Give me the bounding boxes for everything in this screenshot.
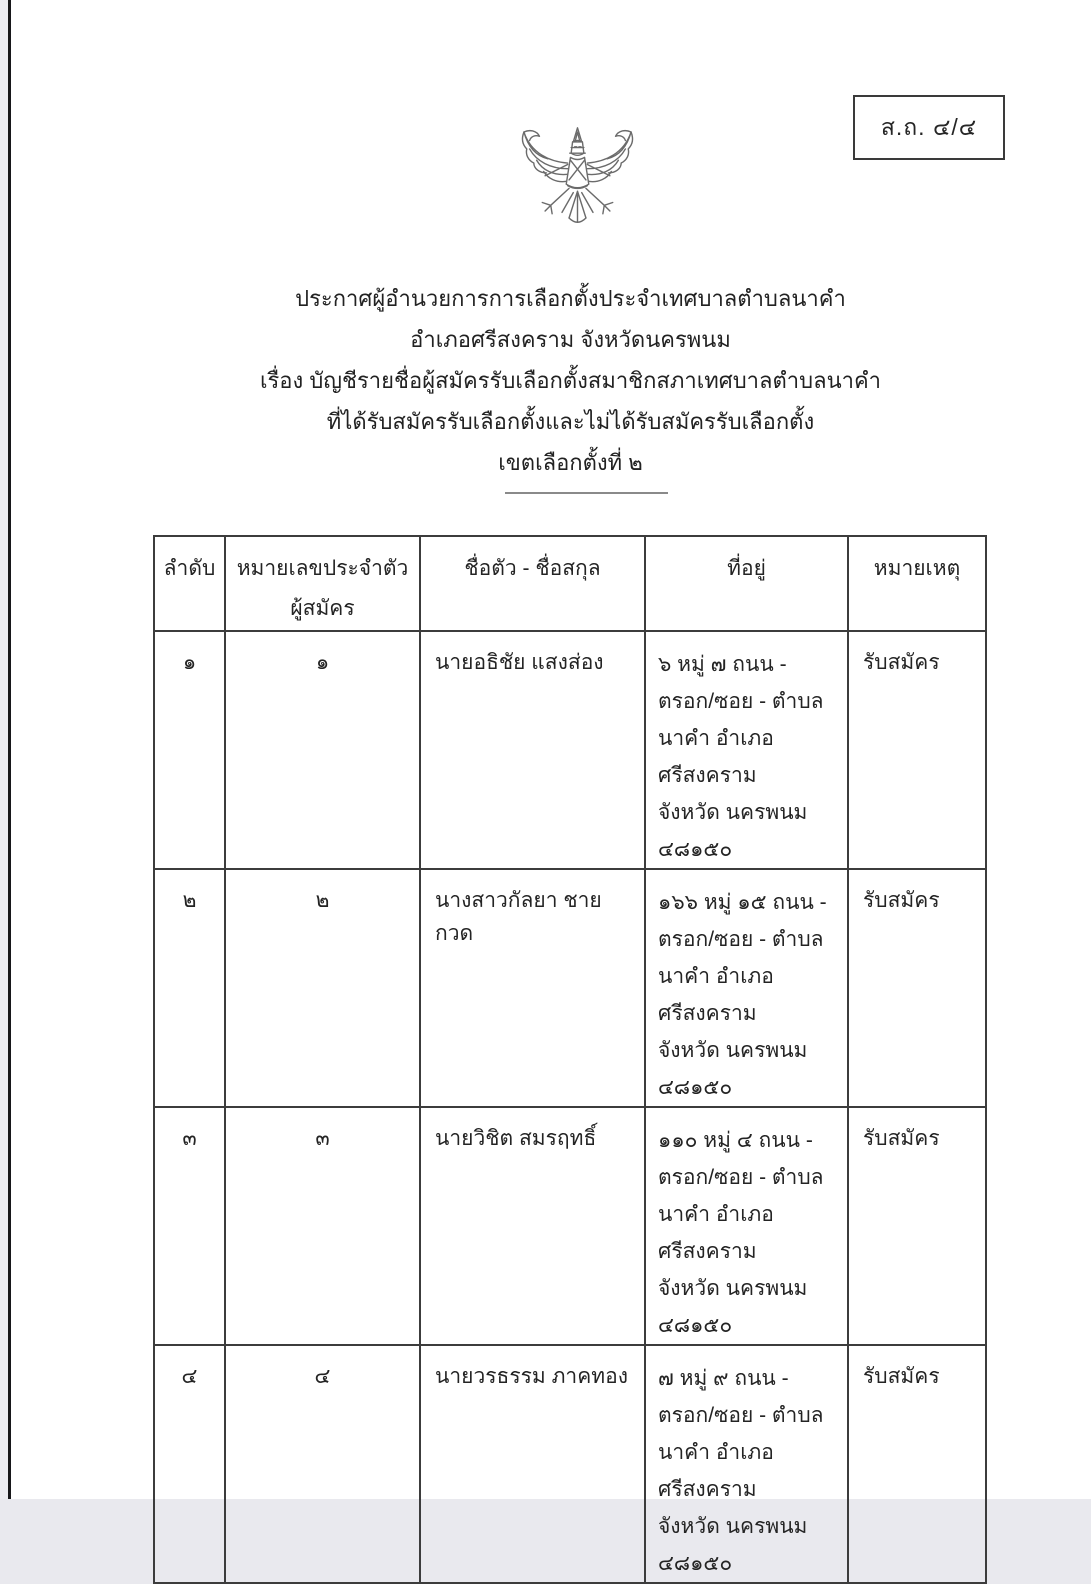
row-candidate-number: ๑ xyxy=(225,631,420,869)
address-line: จังหวัด นครพนม xyxy=(658,801,808,824)
table-row xyxy=(154,631,986,869)
garuda-emblem-icon xyxy=(500,112,655,262)
table-header-row xyxy=(154,536,986,631)
table-row xyxy=(154,869,986,1107)
form-code-box xyxy=(853,95,1005,160)
row-address xyxy=(645,869,848,1107)
address-line: จังหวัด นครพนม xyxy=(658,1515,808,1538)
address-line: ๑๖๖ หมู่ ๑๕ ถนน - xyxy=(658,891,827,914)
address-line: ๔๘๑๕๐ xyxy=(658,1076,733,1099)
address-line: ตรอก/ซอย - ตำบล xyxy=(658,690,824,713)
row-no: ๒ xyxy=(154,869,225,1107)
address-line: ตรอก/ซอย - ตำบล xyxy=(658,1404,824,1427)
header-name: ชื่อตัว - ชื่อสกุล xyxy=(420,536,645,631)
address-line: ๔๘๑๕๐ xyxy=(658,1314,733,1337)
address-line: ๑๑๐ หมู่ ๔ ถนน - xyxy=(658,1129,813,1152)
title-line-5: เขตเลือกตั้งที่ ๒ xyxy=(498,450,643,475)
address-line: ตรอก/ซอย - ตำบล xyxy=(658,928,824,951)
row-no: ๓ xyxy=(154,1107,225,1345)
row-name: นายอธิชัย แสงส่อง xyxy=(420,631,645,869)
row-no: ๑ xyxy=(154,631,225,869)
header-candidate-number xyxy=(225,536,420,631)
title-line-2: อำเภอศรีสงคราม จังหวัดนครพนม xyxy=(410,327,731,352)
header-candidate-number-line1: หมายเลขประจำตัว xyxy=(236,557,409,580)
candidates-table xyxy=(153,535,987,1584)
table-row xyxy=(154,1107,986,1345)
address-line: นาคำ อำเภอ ศรีสงคราม xyxy=(658,1441,774,1501)
row-remark: รับสมัคร xyxy=(848,869,986,1107)
address-line: นาคำ อำเภอ ศรีสงคราม xyxy=(658,1203,774,1263)
address-line: ตรอก/ซอย - ตำบล xyxy=(658,1166,824,1189)
title-line-4: ที่ได้รับสมัครรับเลือกตั้งและไม่ได้รับสมัครรับเลือกตั้ง xyxy=(326,409,815,434)
address-line: ๖ หมู่ ๗ ถนน - xyxy=(658,653,787,676)
address-line: ๗ หมู่ ๙ ถนน - xyxy=(658,1367,789,1390)
row-address xyxy=(645,631,848,869)
row-name: นายวรธรรม ภาคทอง xyxy=(420,1345,645,1583)
document-title-block xyxy=(80,278,1061,483)
title-divider-rule xyxy=(505,492,668,494)
scan-edge-background xyxy=(0,0,8,1499)
title-line-1: ประกาศผู้อำนวยการการเลือกตั้งประจำเทศบาลตำบลนาคำ xyxy=(295,286,846,311)
address-line: นาคำ อำเภอ ศรีสงคราม xyxy=(658,727,774,787)
table-row xyxy=(154,1345,986,1583)
address-line: ๔๘๑๕๐ xyxy=(658,1552,733,1575)
address-line: จังหวัด นครพนม xyxy=(658,1277,808,1300)
header-remark: หมายเหตุ xyxy=(848,536,986,631)
row-remark: รับสมัคร xyxy=(848,631,986,869)
header-no: ลำดับ xyxy=(154,536,225,631)
title-line-3: เรื่อง บัญชีรายชื่อผู้สมัครรับเลือกตั้งสมาชิกสภาเทศบาลตำบลนาคำ xyxy=(259,368,882,393)
row-remark: รับสมัคร xyxy=(848,1345,986,1583)
header-address: ที่อยู่ xyxy=(645,536,848,631)
header-candidate-number-line2: ผู้สมัคร xyxy=(290,597,355,620)
form-code-label: ส.ถ. ๔/๔ xyxy=(880,113,978,140)
row-candidate-number: ๓ xyxy=(225,1107,420,1345)
scan-edge-line xyxy=(8,0,11,1499)
row-name: นายวิชิต สมรฤทธิ์ xyxy=(420,1107,645,1345)
address-line: นาคำ อำเภอ ศรีสงคราม xyxy=(658,965,774,1025)
address-line: ๔๘๑๕๐ xyxy=(658,838,733,861)
address-line: จังหวัด นครพนม xyxy=(658,1039,808,1062)
row-candidate-number: ๒ xyxy=(225,869,420,1107)
row-address xyxy=(645,1107,848,1345)
row-no: ๔ xyxy=(154,1345,225,1583)
row-address xyxy=(645,1345,848,1583)
row-name: นางสาวกัลยา ชายกวด xyxy=(420,869,645,1107)
row-candidate-number: ๔ xyxy=(225,1345,420,1583)
row-remark: รับสมัคร xyxy=(848,1107,986,1345)
